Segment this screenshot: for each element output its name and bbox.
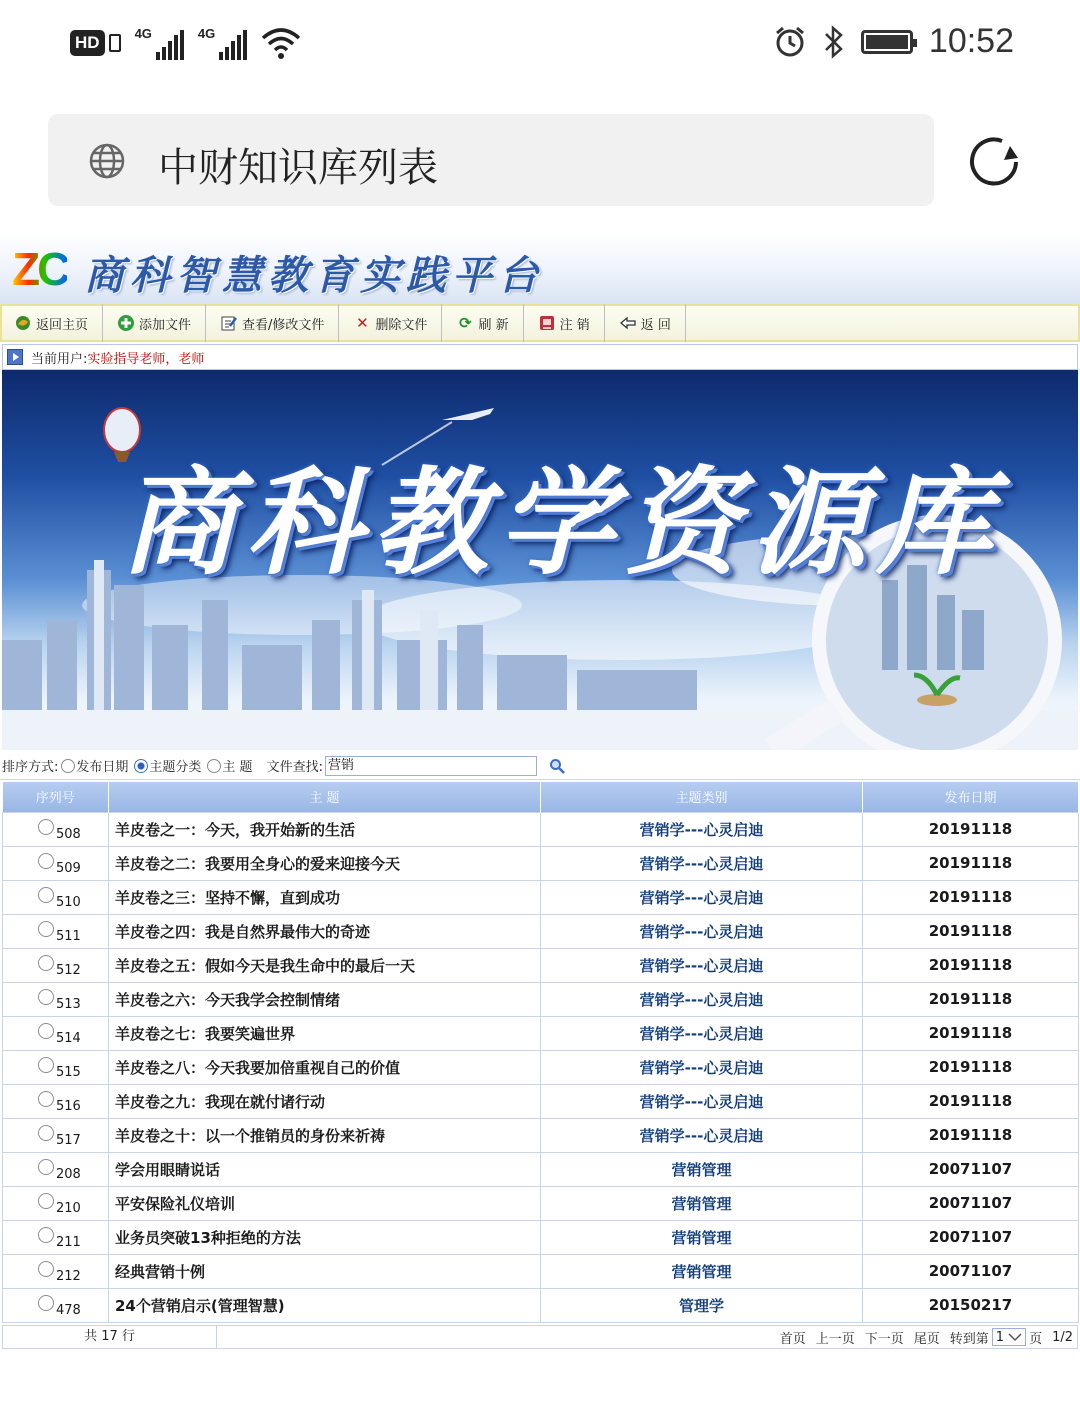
globe-icon — [88, 142, 126, 180]
sim-icon — [109, 34, 121, 52]
row-subject[interactable]: 羊皮卷之三：坚持不懈，直到成功 — [109, 880, 541, 914]
search-row — [0, 752, 1080, 780]
logo: ZC — [12, 243, 68, 295]
row-subject[interactable]: 24个营销启示(管理智慧) — [109, 1288, 541, 1322]
app-header — [0, 232, 1080, 304]
page-select[interactable] — [992, 1328, 1026, 1346]
arrow-icon — [7, 349, 23, 365]
sort-by-category-label: 主题分类 — [149, 760, 202, 775]
refresh-button[interactable] — [444, 304, 523, 342]
page-select-value: 1 — [995, 1329, 1005, 1345]
row-id: 212 — [56, 1268, 81, 1284]
refresh-icon: ⟳ — [459, 314, 472, 332]
row-radio[interactable] — [38, 1193, 54, 1209]
table-row[interactable] — [3, 948, 1079, 982]
bluetooth-icon — [823, 25, 845, 59]
row-subject[interactable]: 羊皮卷之八：今天我要加倍重视自己的价值 — [109, 1050, 541, 1084]
delete-file-button[interactable] — [341, 304, 442, 342]
row-id: 510 — [56, 894, 81, 910]
sort-by-date-radio[interactable] — [61, 759, 75, 773]
user-bar — [2, 344, 1078, 370]
back-icon — [619, 314, 637, 332]
row-id: 511 — [56, 928, 81, 944]
row-subject[interactable]: 羊皮卷之九：我现在就付诸行动 — [109, 1084, 541, 1118]
prev-page-link[interactable]: 上一页 — [815, 1331, 855, 1347]
row-radio[interactable] — [38, 1057, 54, 1073]
table-row[interactable] — [3, 880, 1079, 914]
row-id-cell — [3, 1016, 109, 1050]
table-row[interactable] — [3, 1050, 1079, 1084]
row-id-cell — [3, 914, 109, 948]
row-id-cell — [3, 1254, 109, 1288]
row-radio[interactable] — [38, 1227, 54, 1243]
row-date: 20150217 — [863, 1288, 1079, 1322]
battery-icon — [861, 30, 913, 54]
row-id: 509 — [56, 860, 81, 876]
status-right — [773, 22, 1014, 61]
row-category: 营销学---心灵启迪 — [541, 812, 863, 846]
status-bar — [0, 0, 1080, 88]
table-row[interactable] — [3, 1288, 1079, 1322]
row-date: 20071107 — [863, 1220, 1079, 1254]
row-id: 210 — [56, 1200, 81, 1216]
logout-button[interactable] — [526, 304, 605, 342]
row-radio[interactable] — [38, 921, 54, 937]
row-date: 20191118 — [863, 1084, 1079, 1118]
table-header — [3, 782, 1079, 812]
col-id[interactable]: 序列号 — [3, 782, 109, 812]
row-id-cell — [3, 948, 109, 982]
banner-title: 商科教学资源库 — [120, 455, 1002, 591]
refresh-label: 刷 新 — [478, 317, 509, 333]
row-date: 20191118 — [863, 982, 1079, 1016]
alarm-icon — [773, 25, 807, 59]
row-date: 20071107 — [863, 1186, 1079, 1220]
row-radio[interactable] — [38, 1261, 54, 1277]
row-radio[interactable] — [38, 1091, 54, 1107]
row-category: 营销管理 — [541, 1254, 863, 1288]
row-id-cell — [3, 880, 109, 914]
row-subject[interactable]: 羊皮卷之四：我是自然界最伟大的奇迹 — [109, 914, 541, 948]
row-category: 营销管理 — [541, 1220, 863, 1254]
home-button[interactable] — [2, 304, 103, 342]
col-category[interactable]: 主题类别 — [541, 782, 863, 812]
row-radio[interactable] — [38, 1295, 54, 1311]
delete-icon: ✕ — [356, 314, 369, 332]
status-left — [70, 26, 301, 60]
search-icon[interactable] — [549, 758, 565, 774]
row-id: 478 — [56, 1302, 81, 1318]
row-radio[interactable] — [38, 853, 54, 869]
row-subject[interactable]: 羊皮卷之十：以一个推销员的身份来祈祷 — [109, 1118, 541, 1152]
row-id: 517 — [56, 1132, 81, 1148]
row-id-cell — [3, 1050, 109, 1084]
sort-by-category-radio[interactable] — [134, 759, 148, 773]
hd-icon: HD — [70, 30, 105, 56]
row-radio[interactable] — [38, 989, 54, 1005]
signal-label: 4G — [134, 26, 152, 41]
edit-file-label: 查看/修改文件 — [242, 317, 325, 333]
add-icon — [117, 314, 135, 332]
row-category: 营销学---心灵启迪 — [541, 948, 863, 982]
row-id-cell — [3, 1186, 109, 1220]
back-button[interactable] — [607, 304, 686, 342]
page-of: 1/2 — [1052, 1329, 1073, 1345]
row-date: 20191118 — [863, 948, 1079, 982]
pager — [2, 1325, 1078, 1349]
goto-label: 转到第 — [949, 1331, 989, 1347]
home-icon — [14, 314, 32, 332]
row-id-cell — [3, 982, 109, 1016]
row-date: 20191118 — [863, 1016, 1079, 1050]
row-subject[interactable]: 羊皮卷之二：我要用全身心的爱来迎接今天 — [109, 846, 541, 880]
logout-icon — [538, 314, 556, 332]
row-subject[interactable]: 羊皮卷之一：今天，我开始新的生活 — [109, 812, 541, 846]
row-category: 管理学 — [541, 1288, 863, 1322]
row-date: 20191118 — [863, 812, 1079, 846]
edit-file-button[interactable] — [208, 304, 339, 342]
chevron-down-icon — [1008, 1332, 1022, 1342]
col-subject[interactable]: 主 题 — [109, 782, 541, 812]
goto-group — [950, 1328, 1042, 1347]
row-subject[interactable]: 学会用眼睛说话 — [109, 1152, 541, 1186]
sort-by-subject-radio[interactable] — [207, 759, 221, 773]
table-row[interactable] — [3, 914, 1079, 948]
add-file-label: 添加文件 — [139, 317, 192, 333]
row-category: 营销学---心灵启迪 — [541, 1084, 863, 1118]
row-category: 营销学---心灵启迪 — [541, 914, 863, 948]
row-date: 20071107 — [863, 1152, 1079, 1186]
table-row[interactable] — [3, 982, 1079, 1016]
row-id: 208 — [56, 1166, 81, 1182]
reload-icon[interactable] — [966, 132, 1026, 192]
row-id-cell — [3, 846, 109, 880]
row-category: 营销管理 — [541, 1152, 863, 1186]
search-input[interactable]: 营销 — [325, 756, 537, 776]
signal-icon — [198, 26, 247, 60]
row-subject[interactable]: 羊皮卷之七：我要笑遍世界 — [109, 1016, 541, 1050]
row-id-cell — [3, 1152, 109, 1186]
table-row[interactable] — [3, 1016, 1079, 1050]
row-category: 营销学---心灵启迪 — [541, 1050, 863, 1084]
row-id: 211 — [56, 1234, 81, 1250]
row-category: 营销管理 — [541, 1186, 863, 1220]
add-file-button[interactable] — [105, 304, 206, 342]
row-subject[interactable]: 平安保险礼仪培训 — [109, 1186, 541, 1220]
row-id: 514 — [56, 1030, 81, 1046]
row-category: 营销学---心灵启迪 — [541, 1016, 863, 1050]
signal-label: 4G — [197, 26, 216, 41]
row-id: 508 — [56, 826, 81, 842]
table-row[interactable] — [3, 812, 1079, 846]
row-subject[interactable]: 羊皮卷之五：假如今天是我生命中的最后一天 — [109, 948, 541, 982]
row-id-cell — [3, 1288, 109, 1322]
page-suffix: 页 — [1029, 1331, 1043, 1347]
banner-image — [2, 370, 1078, 750]
row-count: 共 17 行 — [3, 1326, 217, 1348]
row-id: 512 — [56, 962, 81, 978]
table-row[interactable] — [3, 846, 1079, 880]
user-label: 当前用户: — [31, 351, 88, 367]
table-row[interactable] — [3, 1186, 1079, 1220]
row-date: 20191118 — [863, 846, 1079, 880]
row-id: 515 — [56, 1064, 81, 1080]
row-category: 营销学---心灵启迪 — [541, 1118, 863, 1152]
row-date: 20191118 — [863, 1118, 1079, 1152]
first-page-link[interactable]: 首页 — [779, 1331, 806, 1347]
row-category: 营销学---心灵启迪 — [541, 880, 863, 914]
find-label: 文件查找: — [266, 760, 323, 775]
col-date[interactable]: 发布日期 — [863, 782, 1079, 812]
sort-by-date-label: 发布日期 — [76, 760, 129, 775]
user-name: 实验指导老师，老师 — [87, 351, 205, 367]
row-subject[interactable]: 羊皮卷之六：今天我学会控制情绪 — [109, 982, 541, 1016]
row-id: 516 — [56, 1098, 81, 1114]
file-table — [2, 782, 1079, 1323]
row-id-cell — [3, 1084, 109, 1118]
row-date: 20071107 — [863, 1254, 1079, 1288]
row-date: 20191118 — [863, 914, 1079, 948]
table-row[interactable] — [3, 1084, 1079, 1118]
platform-title: 商科智慧教育实践平台 — [84, 252, 544, 299]
row-id-cell — [3, 812, 109, 846]
back-label: 返 回 — [640, 317, 671, 333]
row-date: 20191118 — [863, 880, 1079, 914]
pager-links — [780, 1328, 1077, 1347]
row-radio[interactable] — [38, 887, 54, 903]
row-radio[interactable] — [38, 1125, 54, 1141]
wifi-icon — [261, 26, 301, 60]
row-id-cell — [3, 1220, 109, 1254]
clock: 10:52 — [928, 22, 1014, 60]
table-row[interactable] — [3, 1152, 1079, 1186]
page-title: 中财知识库列表 — [158, 145, 438, 191]
row-date: 20191118 — [863, 1050, 1079, 1084]
sort-by-subject-label: 主 题 — [222, 760, 253, 775]
toolbar — [0, 304, 1080, 342]
delete-file-label: 删除文件 — [375, 317, 428, 333]
home-label: 返回主页 — [36, 317, 89, 333]
row-radio[interactable] — [38, 955, 54, 971]
row-subject[interactable]: 业务员突破13种拒绝的方法 — [109, 1220, 541, 1254]
next-page-link[interactable]: 下一页 — [864, 1331, 904, 1347]
last-page-link[interactable]: 尾页 — [913, 1331, 940, 1347]
sort-label: 排序方式: — [2, 760, 59, 775]
row-id: 513 — [56, 996, 81, 1012]
address-bar[interactable] — [48, 114, 934, 206]
row-category: 营销学---心灵启迪 — [541, 982, 863, 1016]
table-row[interactable] — [3, 1220, 1079, 1254]
signal-icon — [135, 26, 184, 60]
table-row[interactable] — [3, 1254, 1079, 1288]
edit-icon — [220, 314, 238, 332]
row-radio[interactable] — [38, 819, 54, 835]
logout-label: 注 销 — [559, 317, 590, 333]
row-id-cell — [3, 1118, 109, 1152]
row-category: 营销学---心灵启迪 — [541, 846, 863, 880]
row-radio[interactable] — [38, 1023, 54, 1039]
row-subject[interactable]: 经典营销十例 — [109, 1254, 541, 1288]
row-radio[interactable] — [38, 1159, 54, 1175]
table-row[interactable] — [3, 1118, 1079, 1152]
